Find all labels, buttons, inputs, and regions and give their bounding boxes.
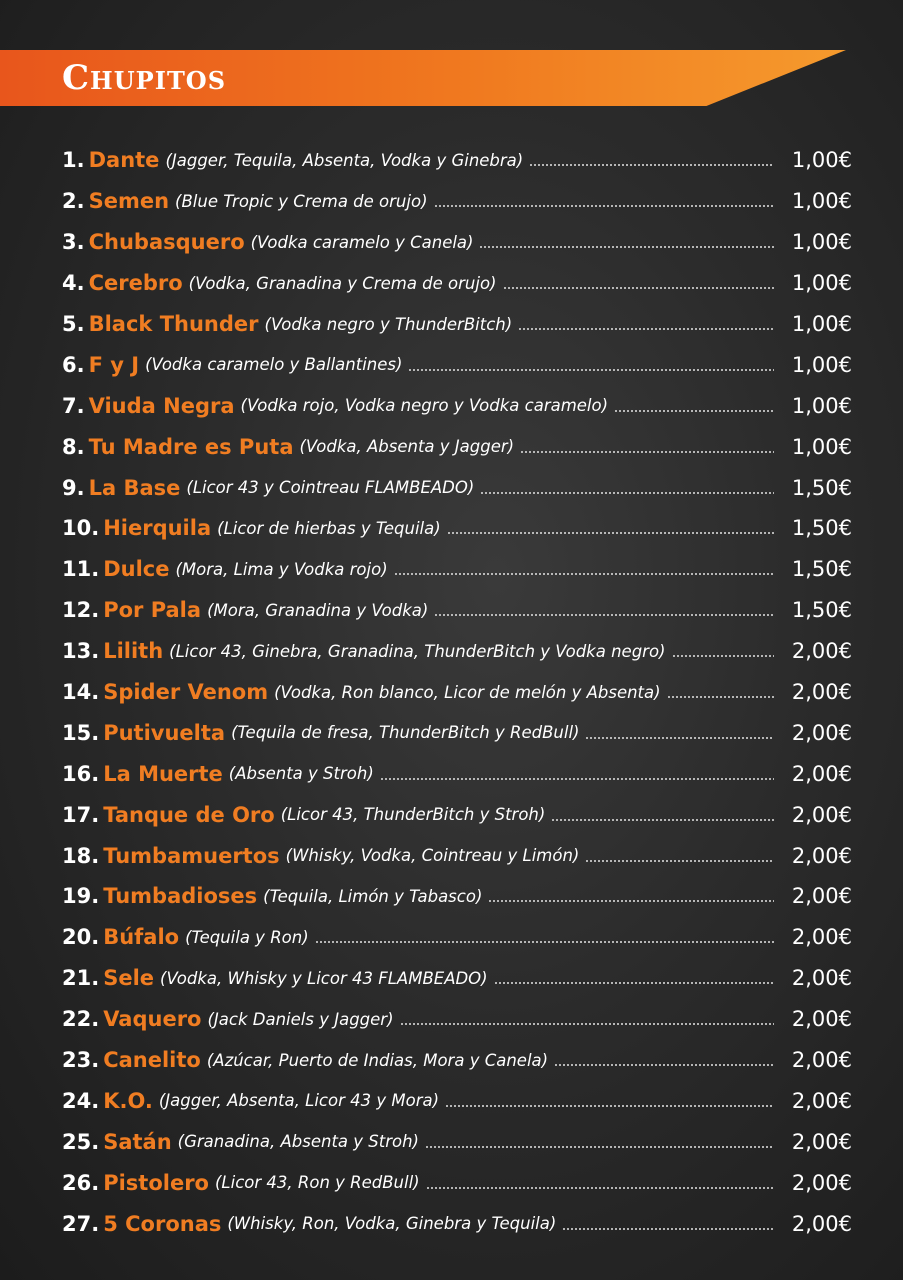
item-name: Putivuelta (103, 720, 226, 745)
dotted-leader (434, 609, 774, 617)
menu-item (62, 753, 852, 794)
item-name: Tanque de Oro (103, 802, 275, 827)
item-name: Semen (88, 189, 170, 214)
item-name: Vaquero (103, 1007, 202, 1032)
menu-item (62, 385, 852, 426)
item-number: 25. (62, 1129, 100, 1154)
item-number: 21. (62, 966, 100, 991)
item-number: 4. (62, 271, 85, 296)
item-ingredients: (Vodka rojo, Vodka negro y Vodka caramelo) (240, 396, 609, 416)
dotted-leader (562, 1223, 774, 1231)
item-number: 7. (62, 393, 85, 418)
item-price: 2,00€ (791, 884, 852, 909)
menu-item (62, 304, 852, 345)
item-name: Lilith (103, 639, 164, 664)
item-ingredients: (Vodka, Whisky y Licor 43 FLAMBEADO) (160, 968, 488, 988)
item-name: Dulce (103, 557, 170, 582)
item-price: 2,00€ (791, 802, 852, 827)
dotted-leader (672, 650, 775, 658)
menu-item (62, 549, 852, 590)
item-price: 2,00€ (791, 1088, 852, 1113)
dotted-leader (529, 159, 774, 167)
item-price: 2,00€ (791, 1211, 852, 1236)
menu-list (62, 140, 852, 1244)
menu-item (62, 426, 852, 467)
item-ingredients: (Licor 43, Ginebra, Granadina, ThunderBitch y Vodka negro) (169, 641, 666, 661)
menu-item (62, 1203, 852, 1244)
item-ingredients: (Vodka, Granadina y Crema de orujo) (188, 273, 497, 293)
menu-item (62, 467, 852, 508)
dotted-leader (520, 446, 774, 454)
item-price: 1,50€ (791, 516, 852, 541)
dotted-leader (667, 691, 774, 699)
item-number: 11. (62, 557, 100, 582)
menu-item (62, 712, 852, 753)
dotted-leader (434, 200, 774, 208)
menu-item (62, 1080, 852, 1121)
item-name: Tumbadioses (103, 884, 258, 909)
dotted-leader (480, 487, 774, 495)
item-ingredients: (Licor 43, Ron y RedBull) (214, 1173, 420, 1193)
item-number: 3. (62, 230, 85, 255)
item-price: 2,00€ (791, 1007, 852, 1032)
dotted-leader (488, 895, 774, 903)
item-ingredients: (Vodka, Ron blanco, Licor de melón y Absenta) (274, 682, 661, 702)
item-name: Cerebro (88, 271, 183, 296)
item-ingredients: (Vodka caramelo y Canela) (250, 232, 474, 252)
item-number: 24. (62, 1088, 100, 1113)
item-number: 17. (62, 802, 100, 827)
item-price: 1,00€ (791, 312, 852, 336)
menu-item (62, 181, 852, 222)
item-price: 2,00€ (791, 925, 852, 950)
item-name: Satán (103, 1129, 172, 1154)
item-number: 22. (62, 1007, 100, 1032)
item-name: Tu Madre es Puta (88, 434, 294, 459)
item-number: 18. (62, 843, 100, 868)
dotted-leader (408, 364, 774, 372)
dotted-leader (551, 814, 774, 822)
menu-item (62, 1162, 852, 1203)
item-number: 8. (62, 434, 85, 459)
item-ingredients: (Jagger, Absenta, Licor 43 y Mora) (158, 1091, 440, 1111)
dotted-leader (394, 568, 774, 576)
item-price: 2,00€ (791, 761, 852, 786)
item-ingredients: (Tequila y Ron) (185, 927, 309, 947)
item-ingredients: (Vodka negro y ThunderBitch) (264, 314, 513, 334)
item-number: 16. (62, 761, 100, 786)
item-name: Black Thunder (88, 312, 259, 336)
item-number: 15. (62, 720, 100, 745)
menu-item (62, 344, 852, 385)
item-number: 23. (62, 1048, 100, 1073)
item-price: 2,00€ (791, 720, 852, 745)
item-ingredients: (Whisky, Ron, Vodka, Ginebra y Tequila) (227, 1214, 557, 1234)
dotted-leader (585, 855, 774, 863)
menu-item (62, 835, 852, 876)
item-price: 1,00€ (791, 393, 852, 418)
item-name: Spider Venom (103, 680, 269, 705)
item-price: 1,50€ (791, 475, 852, 500)
item-ingredients: (Whisky, Vodka, Cointreau y Limón) (285, 846, 580, 866)
item-number: 27. (62, 1211, 100, 1236)
item-name: Chubasquero (88, 230, 245, 255)
item-ingredients: (Granadina, Absenta y Stroh) (177, 1132, 419, 1152)
menu-item (62, 794, 852, 835)
item-ingredients: (Tequila, Limón y Tabasco) (263, 886, 483, 906)
item-name: Viuda Negra (88, 393, 235, 418)
menu-item (62, 590, 852, 631)
item-price: 2,00€ (791, 639, 852, 664)
item-name: La Base (88, 475, 181, 500)
item-name: La Muerte (103, 761, 223, 786)
dotted-leader (425, 1141, 774, 1149)
item-price: 2,00€ (791, 680, 852, 705)
item-ingredients: (Jack Daniels y Jagger) (207, 1009, 394, 1029)
dotted-leader (447, 527, 774, 535)
item-ingredients: (Licor de hierbas y Tequila) (217, 518, 441, 538)
page-title: Chupitos (62, 58, 227, 98)
dotted-leader (445, 1100, 774, 1108)
item-number: 12. (62, 598, 100, 623)
item-ingredients: (Absenta y Stroh) (228, 764, 374, 784)
item-ingredients: (Tequila de fresa, ThunderBitch y RedBull) (231, 723, 580, 743)
item-name: 5 Coronas (103, 1211, 222, 1236)
item-name: Tumbamuertos (103, 843, 280, 868)
item-price: 2,00€ (791, 966, 852, 991)
menu-item (62, 631, 852, 672)
dotted-leader (479, 241, 774, 249)
dotted-leader (554, 1059, 774, 1067)
item-name: Búfalo (103, 925, 180, 950)
item-number: 5. (62, 312, 85, 336)
item-name: Sele (103, 966, 155, 991)
item-number: 9. (62, 475, 85, 500)
item-price: 1,50€ (791, 598, 852, 623)
item-ingredients: (Licor 43 y Cointreau FLAMBEADO) (186, 478, 475, 498)
item-ingredients: (Jagger, Tequila, Absenta, Vodka y Ginebra) (165, 150, 524, 170)
dotted-leader (315, 936, 774, 944)
menu-item (62, 140, 852, 181)
item-number: 14. (62, 680, 100, 705)
item-ingredients: (Azúcar, Puerto de Indias, Mora y Canela) (206, 1050, 549, 1070)
item-price: 1,00€ (791, 352, 852, 377)
item-ingredients: (Vodka caramelo y Ballantines) (145, 355, 403, 375)
item-price: 1,50€ (791, 557, 852, 582)
menu-item (62, 917, 852, 958)
item-name: F y J (88, 352, 140, 377)
item-name: Canelito (103, 1048, 201, 1073)
item-price: 1,00€ (791, 230, 852, 255)
item-number: 20. (62, 925, 100, 950)
item-number: 19. (62, 884, 100, 909)
item-number: 10. (62, 516, 100, 541)
item-ingredients: (Vodka, Absenta y Jagger) (299, 437, 515, 457)
menu-item (62, 222, 852, 263)
item-name: K.O. (103, 1088, 153, 1113)
item-number: 13. (62, 639, 100, 664)
item-price: 1,00€ (791, 271, 852, 296)
menu-item (62, 672, 852, 713)
item-name: Por Pala (103, 598, 202, 623)
dotted-leader (503, 282, 775, 290)
item-price: 1,00€ (791, 434, 852, 459)
menu-item (62, 958, 852, 999)
dotted-leader (614, 405, 774, 413)
item-price: 2,00€ (791, 1048, 852, 1073)
item-number: 1. (62, 148, 85, 173)
item-name: Hierquila (103, 516, 212, 541)
menu-item (62, 1121, 852, 1162)
item-price: 2,00€ (791, 843, 852, 868)
dotted-leader (494, 977, 774, 985)
menu-item (62, 999, 852, 1040)
menu-item (62, 263, 852, 304)
dotted-leader (426, 1182, 774, 1190)
item-price: 1,00€ (791, 148, 852, 173)
item-price: 2,00€ (791, 1129, 852, 1154)
item-number: 26. (62, 1170, 100, 1195)
item-ingredients: (Blue Tropic y Crema de orujo) (175, 191, 428, 211)
dotted-leader (400, 1018, 774, 1026)
item-number: 2. (62, 189, 85, 214)
item-number: 6. (62, 352, 85, 377)
item-ingredients: (Licor 43, ThunderBitch y Stroh) (280, 805, 546, 825)
dotted-leader (380, 773, 774, 781)
dotted-leader (518, 323, 774, 331)
item-name: Dante (88, 148, 160, 173)
item-ingredients: (Mora, Granadina y Vodka) (207, 600, 429, 620)
item-name: Pistolero (103, 1170, 209, 1195)
menu-item (62, 508, 852, 549)
menu-item (62, 1040, 852, 1081)
item-price: 2,00€ (791, 1170, 852, 1195)
item-ingredients: (Mora, Lima y Vodka rojo) (175, 559, 388, 579)
item-price: 1,00€ (791, 189, 852, 214)
dotted-leader (585, 732, 774, 740)
menu-item (62, 876, 852, 917)
